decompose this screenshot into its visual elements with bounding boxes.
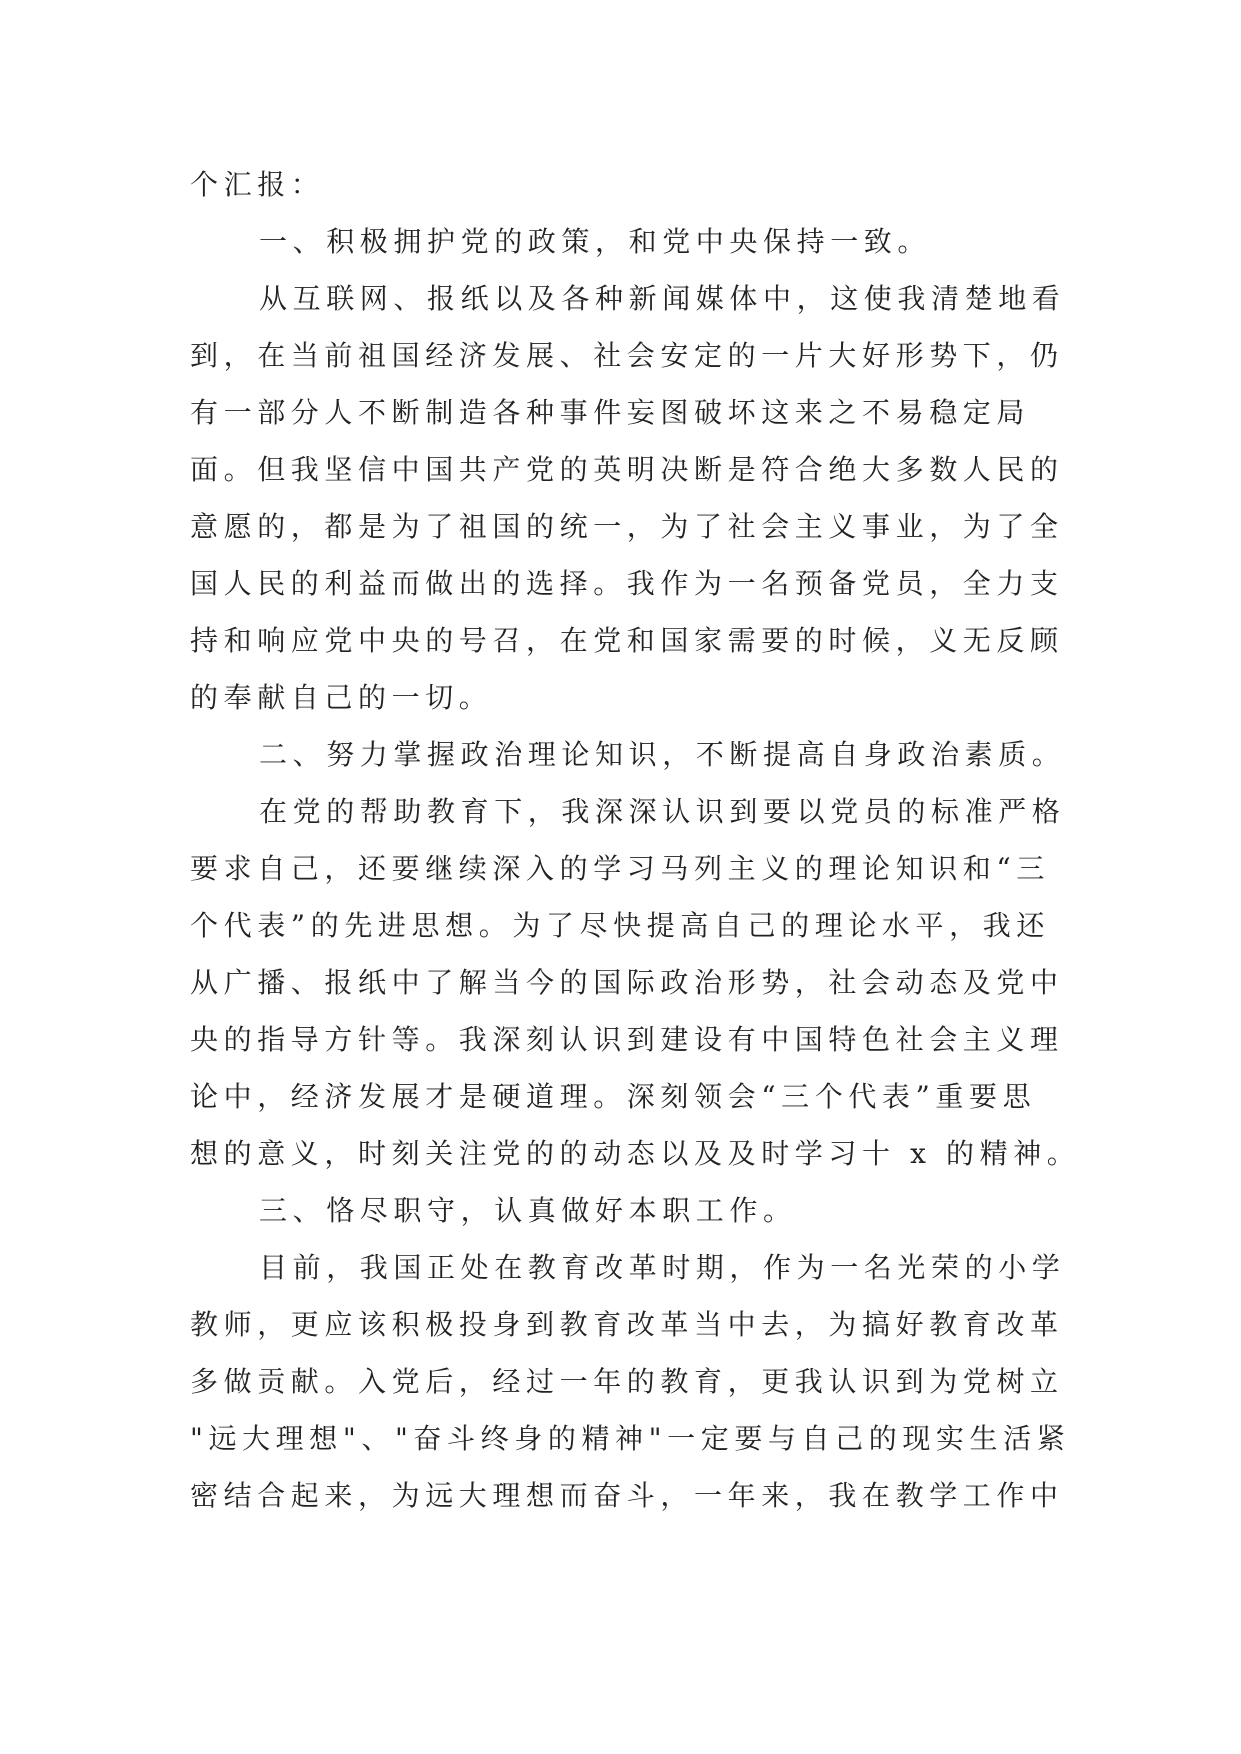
paragraph-line: 在党的帮助教育下，我深深认识到要以党员的标准严格	[259, 795, 1066, 828]
paragraph-line: 从广播、报纸中了解当今的国际政治形势，社会动态及党中	[190, 966, 1064, 999]
section-heading-1: 一、积极拥护党的政策，和党中央保持一致。	[259, 225, 932, 258]
section-heading-2: 二、努力掌握政治理论知识，不断提高自身政治素质。	[259, 738, 1066, 771]
paragraph-line: 目前，我国正处在教育改革时期，作为一名光荣的小学	[259, 1251, 1066, 1284]
paragraph-line: 教师，更应该积极投身到教育改革当中去，为搞好教育改革	[190, 1308, 1064, 1341]
paragraph-line: 个代表”的先进思想。为了尽快提高自己的理论水平，我还	[190, 909, 1050, 942]
paragraph-line: 意愿的，都是为了祖国的统一，为了社会主义事业，为了全	[190, 510, 1064, 543]
paragraph-line: 多做贡献。入党后，经过一年的教育，更我认识到为党树立	[190, 1365, 1064, 1398]
paragraph-line: 到，在当前祖国经济发展、社会安定的一片大好形势下，仍	[190, 339, 1064, 372]
paragraph-line: "远大理想"、"奋斗终身的精神"一定要与自己的现实生活紧	[190, 1422, 1071, 1455]
text-line: 个汇报：	[190, 168, 325, 201]
section-heading-3: 三、恪尽职守，认真做好本职工作。	[259, 1194, 797, 1227]
paragraph-line: 想的意义，时刻关注党的的动态以及及时学习十 x 的精神。	[190, 1137, 1081, 1170]
paragraph-line: 有一部分人不断制造各种事件妄图破坏这来之不易稳定局	[190, 396, 1031, 429]
paragraph-line: 要求自己，还要继续深入的学习马列主义的理论知识和“三	[190, 852, 1050, 885]
paragraph-line: 持和响应党中央的号召，在党和国家需要的时候，义无反顾	[190, 624, 1064, 657]
paragraph-line: 央的指导方针等。我深刻认识到建设有中国特色社会主义理	[190, 1023, 1064, 1056]
paragraph-line: 国人民的利益而做出的选择。我作为一名预备党员，全力支	[190, 567, 1064, 600]
paragraph-line: 的奉献自己的一切。	[190, 681, 493, 714]
paragraph-line: 从互联网、报纸以及各种新闻媒体中，这使我清楚地看	[259, 282, 1066, 315]
paragraph-line: 密结合起来，为远大理想而奋斗，一年来，我在教学工作中	[190, 1479, 1064, 1512]
paragraph-line: 面。但我坚信中国共产党的英明决断是符合绝大多数人民的	[190, 453, 1064, 486]
paragraph-line: 论中，经济发展才是硬道理。深刻领会“三个代表”重要思	[190, 1080, 1037, 1113]
